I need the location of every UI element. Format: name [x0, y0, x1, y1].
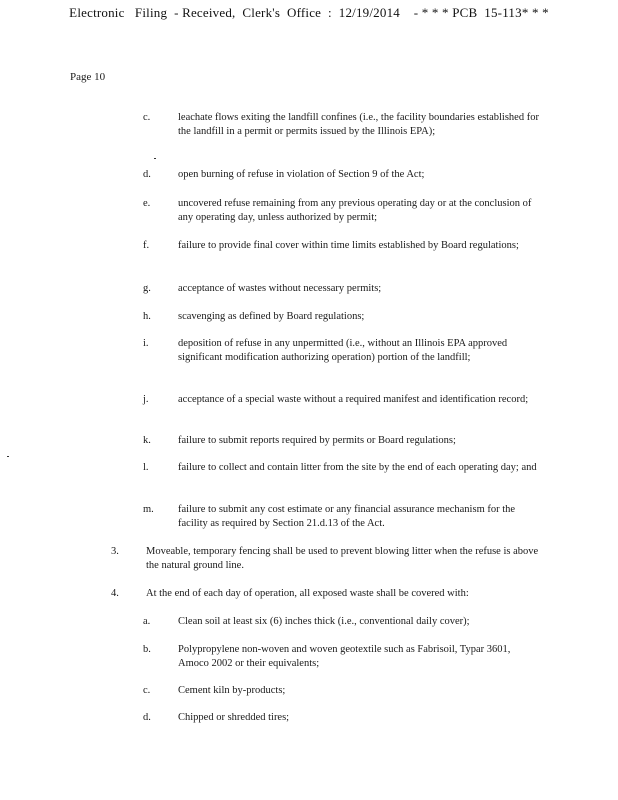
list-item-text: failure to submit reports required by permits or Board regulations; [178, 435, 456, 446]
list-item-label: k. [143, 435, 151, 446]
list-item-label: c. [143, 685, 151, 696]
list-item-label: j. [143, 394, 149, 405]
scan-speck [7, 456, 9, 457]
list-item-label: d. [143, 169, 151, 180]
list-item-text: Polypropylene non-woven and woven geotextile such as Fabrisoil, Typar 3601, Amoco 2002 or their equivalents; [178, 644, 511, 669]
list-item-label: l. [143, 462, 149, 473]
list-item-text: scavenging as defined by Board regulations; [178, 311, 365, 322]
numbered-item-text: Moveable, temporary fencing shall be used to prevent blowing litter when the refuse is above the natural ground line. [146, 546, 539, 571]
list-item-label: g. [143, 283, 151, 294]
numbered-item-label: 4. [111, 588, 119, 599]
list-item-label: i. [143, 338, 149, 349]
list-item-label: c. [143, 112, 151, 123]
page-number: Page 10 [70, 71, 106, 83]
numbered-item-label: 3. [111, 546, 119, 557]
list-item-text: acceptance of wastes without necessary permits; [178, 283, 382, 294]
list-item-label: m. [143, 504, 154, 515]
list-item-text: acceptance of a special waste without a required manifest and identification record; [178, 394, 529, 405]
list-item-text: leachate flows exiting the landfill confines (i.e., the facility boundaries established for the landfill in a permit or permits issued by the Illinois EPA); [178, 112, 539, 137]
list-item-label: f. [143, 240, 150, 251]
scan-speck [154, 158, 156, 159]
list-item-text: Chipped or shredded tires; [178, 712, 290, 723]
numbered-item-text: At the end of each day of operation, all exposed waste shall be covered with: [146, 588, 469, 599]
list-item-label: a. [143, 616, 151, 627]
list-item-text: failure to provide final cover within time limits established by Board regulations; [178, 240, 519, 251]
list-item-text: uncovered refuse remaining from any previous operating day or at the conclusion of any operating day, unless authorized by permit; [178, 198, 532, 223]
list-item-label: e. [143, 198, 151, 209]
list-item-text: failure to submit any cost estimate or any financial assurance mechanism for the facility as required by Section 21.d.13 of the Act. [178, 504, 516, 529]
list-item-text: failure to collect and contain litter from the site by the end of each operating day; and [178, 462, 537, 473]
list-item-text: Clean soil at least six (6) inches thick (i.e., conventional daily cover); [178, 616, 470, 627]
filing-stamp-header: Electronic Filing - Received, Clerk's Office : 12/19/2014 - * * * PCB 15-113* * * [69, 5, 549, 20]
list-item-label: d. [143, 712, 151, 723]
list-item-text: Cement kiln by-products; [178, 685, 286, 696]
list-item-text: deposition of refuse in any unpermitted (i.e., without an Illinois EPA approved significant modification authorizing operation) portion of the landfill; [178, 338, 508, 363]
list-item-text: open burning of refuse in violation of Section 9 of the Act; [178, 169, 425, 180]
list-item-label: b. [143, 644, 151, 655]
list-item-label: h. [143, 311, 151, 322]
